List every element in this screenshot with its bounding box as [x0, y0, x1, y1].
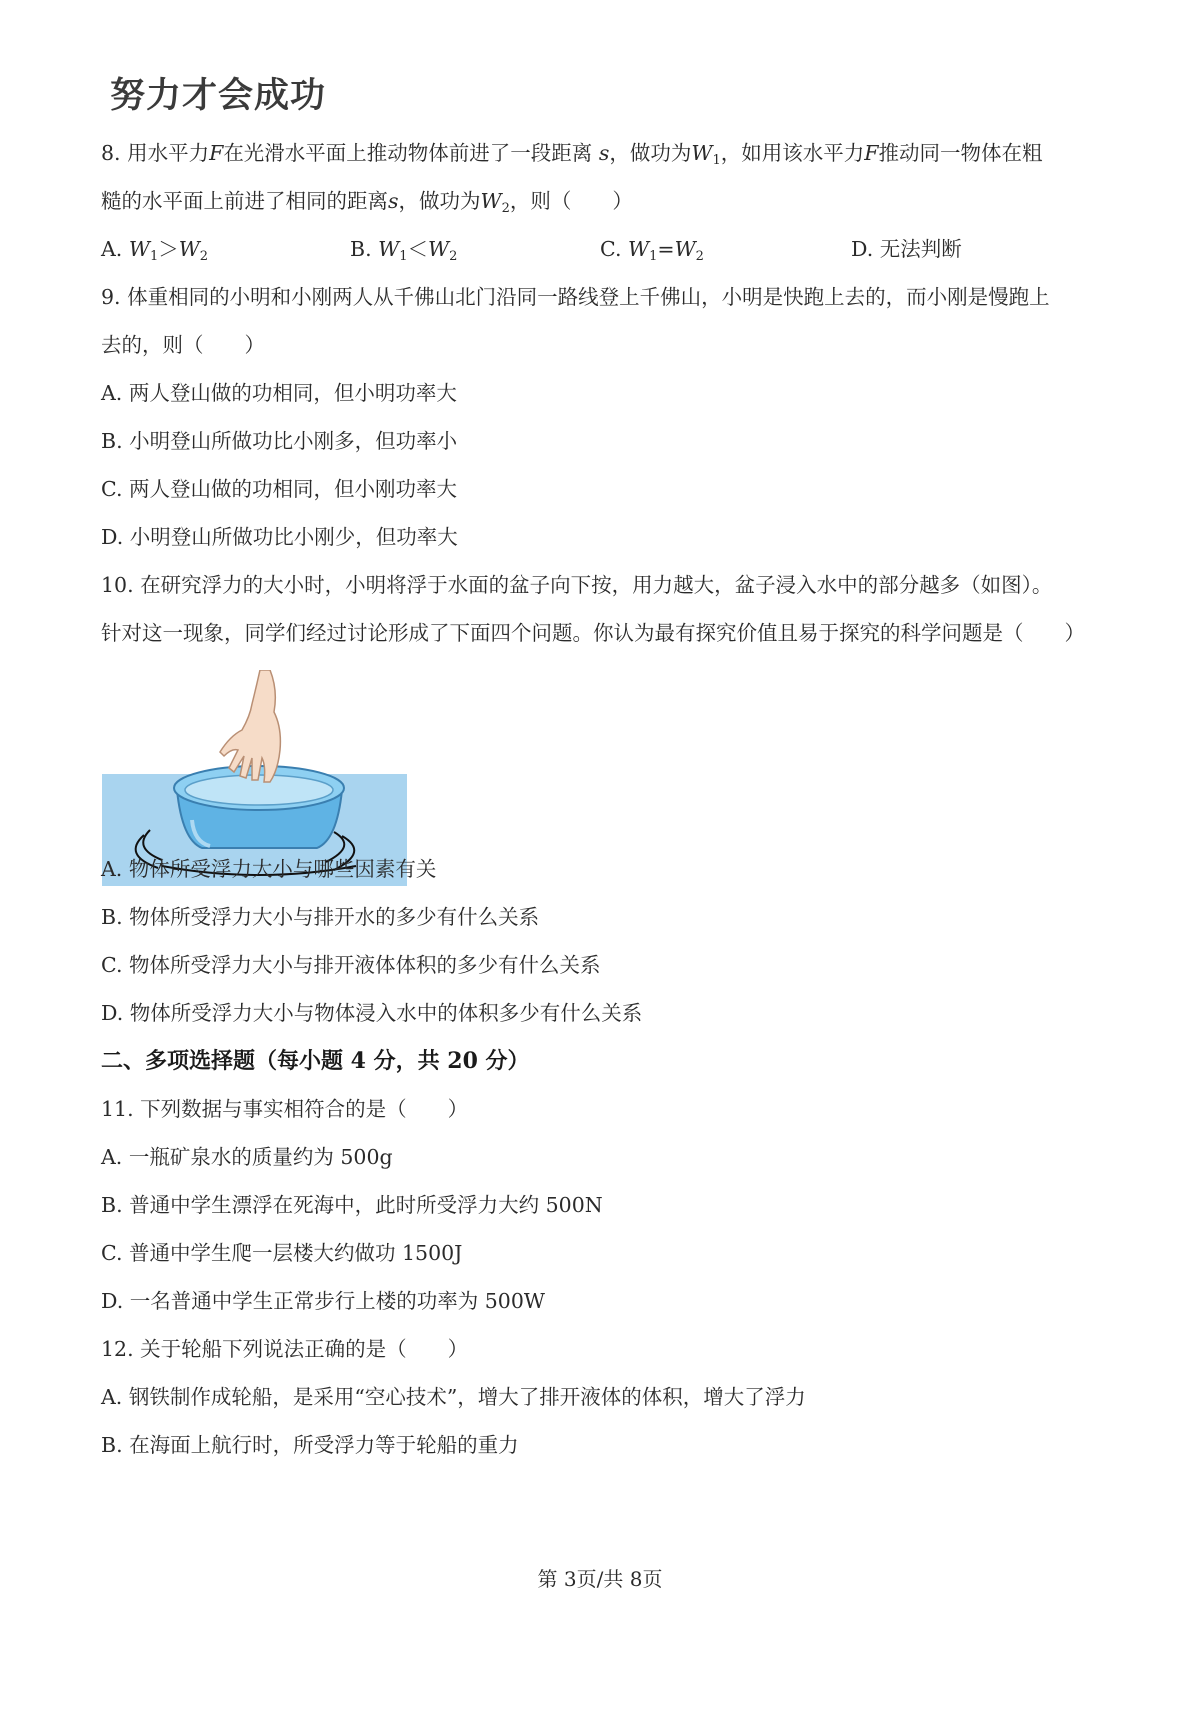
- q8-stem-line1: 8. 用水平力F在光滑水平面上推动物体前进了一段距离 s，做功为$W_1$，如用该水平力F推动同一物体在粗: [101, 141, 1043, 168]
- q10-option-c: C. 物体所受浮力大小与排开液体体积的多少有什么关系: [101, 953, 601, 977]
- q11-option-c: C. 普通中学生爬一层楼大约做功 1500J: [101, 1241, 463, 1265]
- q10-stem-line1: 10. 在研究浮力的大小时，小明将浮于水面的盆子向下按，用力越大，盆子浸入水中的部分越多（如图）。: [101, 573, 1053, 597]
- page-number-footer: 第 3页/共 8页: [537, 1567, 663, 1591]
- q8-stem-line2: 糙的水平面上前进了相同的距离s，做功为$W_2$，则（ ）: [101, 189, 633, 216]
- q9-option-c: C. 两人登山做的功相同，但小刚功率大: [101, 477, 457, 501]
- q8-option-d: D. 无法判断: [851, 237, 962, 261]
- q11-option-b: B. 普通中学生漂浮在死海中，此时所受浮力大约 500N: [101, 1193, 603, 1217]
- section-heading-multiple-choice: 二、多项选择题（每小题 4 分，共 20 分）: [101, 1048, 530, 1074]
- hand-icon: [220, 670, 280, 782]
- q9-stem-line1: 9. 体重相同的小明和小刚两人从千佛山北门沿同一路线登上千佛山，小明是快跑上去的，而小刚是慢跑上: [101, 285, 1050, 309]
- q9-option-b: B. 小明登山所做功比小刚多，但功率小: [101, 429, 458, 453]
- q9-stem-line2: 去的，则（ ）: [101, 333, 265, 357]
- q11-option-a: A. 一瓶矿泉水的质量约为 500g: [101, 1145, 393, 1169]
- q11-stem: 11. 下列数据与事实相符合的是（ ）: [101, 1097, 469, 1121]
- q8-option-b: B. $W_1<W_2$: [350, 237, 458, 264]
- q12-option-a: A. 钢铁制作成轮船，是采用“空心技术”，增大了排开液体的体积，增大了浮力: [101, 1385, 806, 1409]
- motto-heading: 努力才会成功: [110, 76, 327, 116]
- q10-option-b: B. 物体所受浮力大小与排开水的多少有什么关系: [101, 905, 540, 929]
- q9-option-a: A. 两人登山做的功相同，但小明功率大: [101, 381, 457, 405]
- q11-option-d: D. 一名普通中学生正常步行上楼的功率为 500W: [101, 1289, 545, 1313]
- q10-option-d: D. 物体所受浮力大小与物体浸入水中的体积多少有什么关系: [101, 1001, 643, 1025]
- q10-option-a: A. 物体所受浮力大小与哪些因素有关: [101, 857, 437, 881]
- q8-option-a: A. $W_1>W_2$: [101, 237, 209, 264]
- q12-option-b: B. 在海面上航行时，所受浮力等于轮船的重力: [101, 1433, 519, 1457]
- q10-stem-line2: 针对这一现象，同学们经过讨论形成了下面四个问题。你认为最有探究价值且易于探究的科学问题是（ ）: [101, 621, 1085, 645]
- q12-stem: 12. 关于轮船下列说法正确的是（ ）: [101, 1337, 469, 1361]
- q9-option-d: D. 小明登山所做功比小刚少，但功率大: [101, 525, 458, 549]
- q8-option-c: C. $W_1=W_2$: [600, 237, 704, 264]
